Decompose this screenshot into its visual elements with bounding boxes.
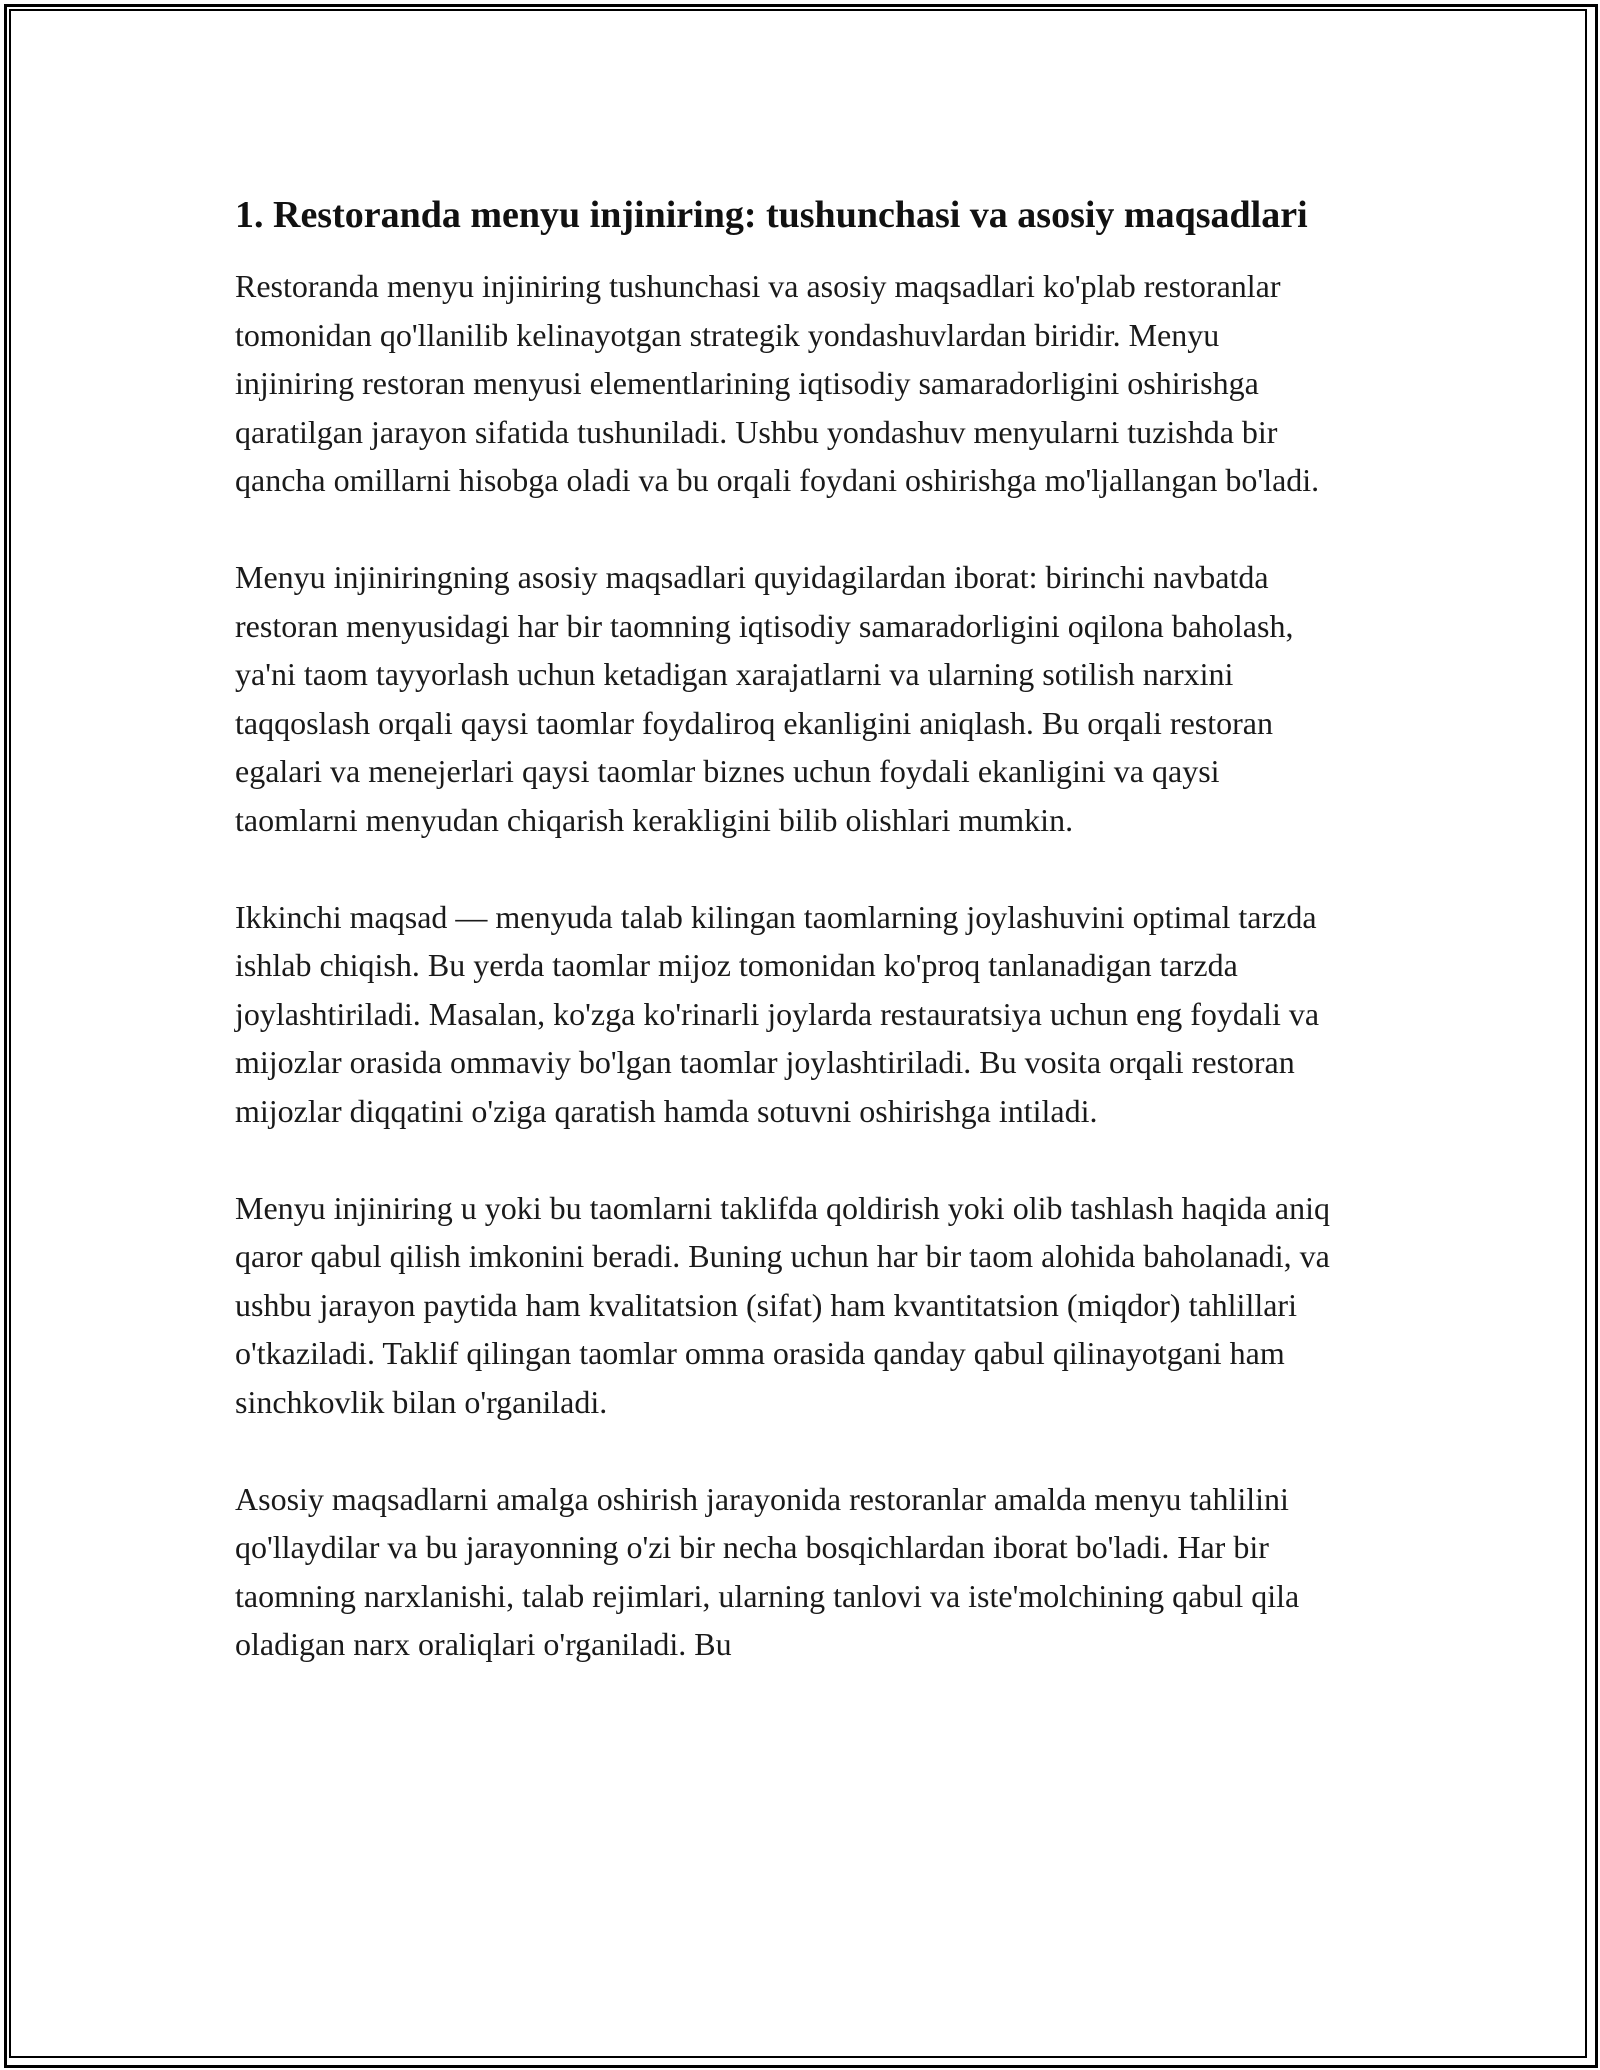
section-heading: 1. Restoranda menyu injiniring: tushunchasi va asosiy maqsadlari	[235, 194, 1308, 236]
paragraph-3: Ikkinchi maqsad — menyuda talab kilingan taomlarning joylashuvini optimal tarzda ishlab chiqish. Bu yerda taomlar mijoz tomonidan ko'proq tanlanadigan tarzda joylashtiriladi. Masalan, ko'zga ko'rinarli joylarda restauratsiya uchun eng foydali va mijozlar orasida ommaviy bo'lgan taomlar joylashtiriladi. Bu vosita orqali restoran mijozlar diqqatini o'ziga qaratish hamda sotuvni oshirishga intiladi.	[235, 898, 1320, 1129]
paragraph-4: Menyu injiniring u yoki bu taomlarni taklifda qoldirish yoki olib tashlash haqida aniq qaror qabul qilish imkonini beradi. Buning uchun har bir taom alohida baholanadi, va ushbu jarayon paytida ham kvalitatsion (sifat) ham kvantitatsion (miqdor) tahlillari o'tkaziladi. Taklif qilingan taomlar omma orasida qanday qabul qilinayotgani ham sinchkovlik bilan o'rganiladi.	[235, 1189, 1330, 1420]
paragraph-2: Menyu injiniringning asosiy maqsadlari quyidagilardan iborat: birinchi navbatda restoran menyusidagi har bir taomning iqtisodiy samaradorligini oqilona baholash, ya'ni taom tayyorlash uchun ketadigan xarajatlarni va ularning sotilish narxini taqqoslash orqali qaysi taomlar foydaliroq ekanligini aniqlash. Bu orqali restoran egalari va menejerlari qaysi taomlar biznes uchun foydali ekanligini va qaysi taomlarni menyudan chiqarish kerakligini bilib olishlari mumkin.	[235, 559, 1294, 838]
paragraph-5: Asosiy maqsadlarni amalga oshirish jarayonida restoranlar amalda menyu tahlilini qo'llaydilar va bu jarayonning o'zi bir necha bosqichlardan iborat bo'ladi. Har bir taomning narxlanishi, talab rejimlari, ularning tanlovi va iste'molchining qabul qila oladigan narx oraliqlari o'rganiladi. Bu	[235, 1480, 1300, 1662]
paragraph-1: Restoranda menyu injiniring tushunchasi va asosiy maqsadlari ko'plab restoranlar tomonidan qo'llanilib kelinayotgan strategik yondashuvlardan biridir. Menyu injiniring restoran menyusi elementlarining iqtisodiy samaradorligini oshirishga qaratilgan jarayon sifatida tushuniladi. Ushbu yondashuv menyularni tuzishda bir qancha omillarni hisobga oladi va bu orqali foydani oshirishga mo'ljallangan bo'ladi.	[235, 268, 1320, 498]
document-body	[235, 188, 1345, 1717]
